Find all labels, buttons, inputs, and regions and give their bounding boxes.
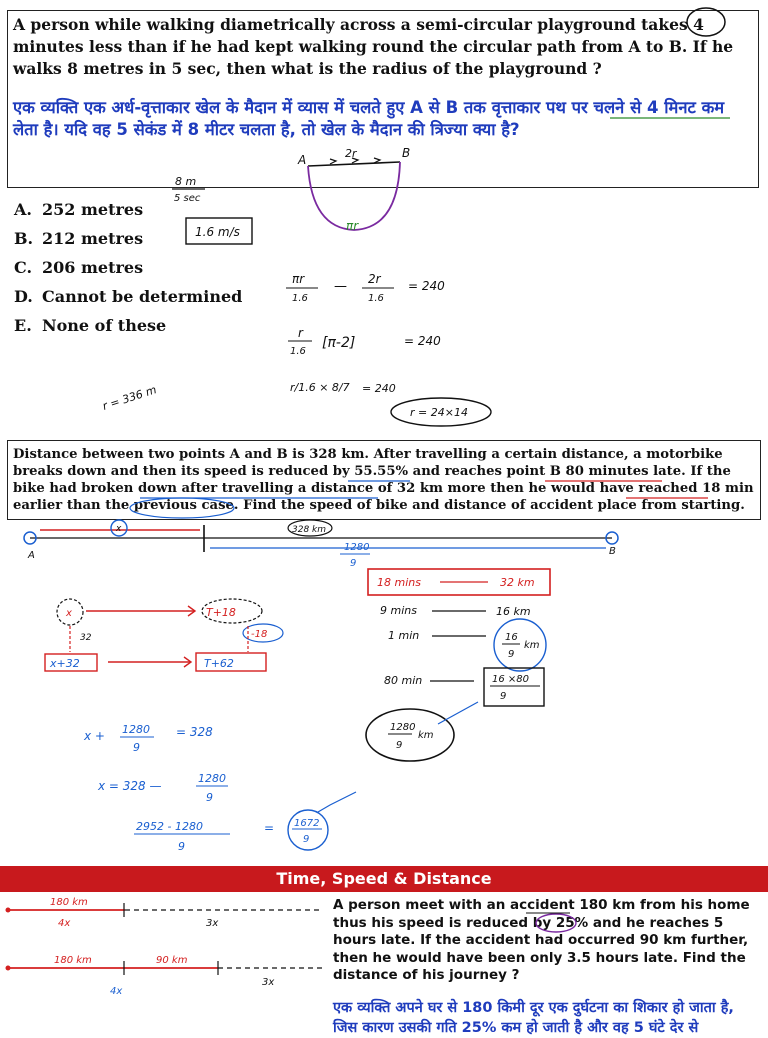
q2-line-diagram xyxy=(24,520,618,569)
l2-dist2: 90 km xyxy=(156,955,188,966)
ratio4-num: 16 ×80 xyxy=(492,674,530,685)
flow-minus18: -18 xyxy=(251,629,268,640)
l1-4x: 4x xyxy=(58,918,71,929)
sol2-den: 9 xyxy=(206,791,213,804)
sol3-eq: = xyxy=(264,821,275,835)
eq1-term2-den: 1.6 xyxy=(368,293,384,304)
option-d: D. Cannot be determined xyxy=(14,287,243,306)
ratio3-den: 9 xyxy=(508,649,515,660)
topic-banner: Time, Speed & Distance xyxy=(0,866,768,892)
sol2-lhs: x = 328 — xyxy=(98,779,162,793)
sol1-rhs: = 328 xyxy=(176,725,213,739)
eq2-den: 1.6 xyxy=(290,346,306,357)
eq1-rhs: = 240 xyxy=(408,279,445,293)
question-3-english: A person meet with an accident 180 km from his home thus his speed is reduced by 25% and he reaches 5 hours late. If the accident had occurred 90 km further, then he would have been only 3.5 hours late. Find the distance of his journey ? xyxy=(333,897,750,983)
option-b: B. 212 metres xyxy=(14,229,144,248)
eq1-minus: — xyxy=(334,279,347,294)
eq1-term1: πr xyxy=(292,272,305,286)
eq2-bracket: [π-2] xyxy=(322,335,356,351)
eq3-rhs: = 240 xyxy=(362,382,396,395)
ratio3-unit: km xyxy=(524,640,540,651)
label-pir: πr xyxy=(346,219,359,233)
seg-frac-num: 1280 xyxy=(344,542,370,553)
flow-x32: x+32 xyxy=(50,657,80,670)
answer-note: r = 336 m xyxy=(100,383,159,413)
speed-box-text: 1.6 m/s xyxy=(195,225,240,239)
q2-flow-diagram xyxy=(45,599,283,671)
label-a: A xyxy=(298,153,307,167)
label-2r: 2r xyxy=(345,147,357,160)
label-b: B xyxy=(402,146,411,160)
l2-3x: 3x xyxy=(262,977,275,988)
flow-32: 32 xyxy=(80,633,92,643)
eq3-result-circle xyxy=(391,398,491,426)
ratio1-right: 32 km xyxy=(500,576,535,589)
result-num: 1280 xyxy=(390,722,416,733)
ratio1-left: 18 mins xyxy=(377,576,421,589)
line-label-a: A xyxy=(28,550,35,561)
sol3-num: 2952 - 1280 xyxy=(136,820,203,833)
q3-line-diagram-1 xyxy=(6,897,324,929)
eq1-term2: 2r xyxy=(368,272,381,286)
eq1-term1-den: 1.6 xyxy=(292,293,308,304)
q2-ratio-notes xyxy=(366,569,550,761)
result-unit: km xyxy=(418,730,434,741)
sol1-lhs: x + xyxy=(84,729,105,743)
line-label-x: x xyxy=(116,524,122,534)
speed-fraction-den: 5 sec xyxy=(174,193,201,204)
ratio4-left: 80 min xyxy=(384,674,423,687)
flow-x: x xyxy=(66,608,72,619)
eq2-rhs: = 240 xyxy=(404,334,441,348)
question-2-text: Distance between two points A and B is 328 km. After travelling a certain distance, a motorbike breaks down and then its speed is reduced by 55.55% and reaches point B 80 minutes late. If the bike had broken down after travelling a distance of 32 km more then he would have reached 18 min earlier than the previous case. Find the speed of bike and distance of accident place from starting. xyxy=(13,447,754,513)
sol3-den: 9 xyxy=(178,840,185,853)
l1-3x: 3x xyxy=(206,918,219,929)
flow-t18: T+18 xyxy=(206,606,236,619)
option-e: E. None of these xyxy=(14,316,167,335)
q3-line-diagram-2 xyxy=(6,955,324,997)
sol3-result-num: 1672 xyxy=(294,818,320,829)
sol1-num: 1280 xyxy=(122,723,150,736)
option-c: C. 206 metres xyxy=(14,258,144,277)
sol3-result-den: 9 xyxy=(303,834,310,845)
option-a: A. 252 metres xyxy=(14,200,144,219)
speed-fraction-num: 8 m xyxy=(175,175,197,188)
eq3-lhs: r/1.6 × 8/7 xyxy=(290,381,350,394)
flow-t62: T+62 xyxy=(204,657,234,670)
q2-solution xyxy=(83,723,356,853)
question-3-hindi: एक व्यक्ति अपने घर से 180 किमी दूर एक दुर्घटना का शिकार हो जाता है, जिस कारण उसकी गति 25% कम हो जाती है और वह 5 घंटे देर से xyxy=(333,1000,734,1036)
sol2-num: 1280 xyxy=(198,772,226,785)
result-den: 9 xyxy=(396,740,403,751)
question-1-english: A person while walking diametrically across a semi-circular playground takes 4 minutes less than if he had kept walking round the circular path from A to B. If he walks 8 metres in 5 sec, then what is the radius of the playground ? xyxy=(13,15,734,78)
ratio2-right: 16 km xyxy=(496,605,531,618)
eq2-num: r xyxy=(298,326,303,340)
line-label-b: B xyxy=(609,546,616,557)
ratio3-left: 1 min xyxy=(388,629,420,642)
eq3-result: r = 24×14 xyxy=(410,406,468,419)
line-label-total: 328 km xyxy=(292,525,327,535)
ratio2-left: 9 mins xyxy=(380,604,417,617)
sol1-den: 9 xyxy=(133,741,140,754)
answer-options xyxy=(14,195,242,340)
l1-dist: 180 km xyxy=(50,897,88,908)
l2-4x: 4x xyxy=(110,986,123,997)
ratio3-num: 16 xyxy=(505,632,518,643)
seg-frac-den: 9 xyxy=(350,558,357,569)
question-1-hindi: एक व्यक्ति एक अर्ध-वृत्ताकार खेल के मैदान में व्यास में चलते हुए A से B तक वृत्ताकार पथ पर चलने से 4 मिनट कम लेता है। यदि वह 5 सेकंड में 8 मीटर चलता है, तो खेल के मैदान की त्रिज्या क्या है? xyxy=(13,98,725,139)
l2-dist1: 180 km xyxy=(54,955,92,966)
ratio4-den: 9 xyxy=(500,691,507,702)
